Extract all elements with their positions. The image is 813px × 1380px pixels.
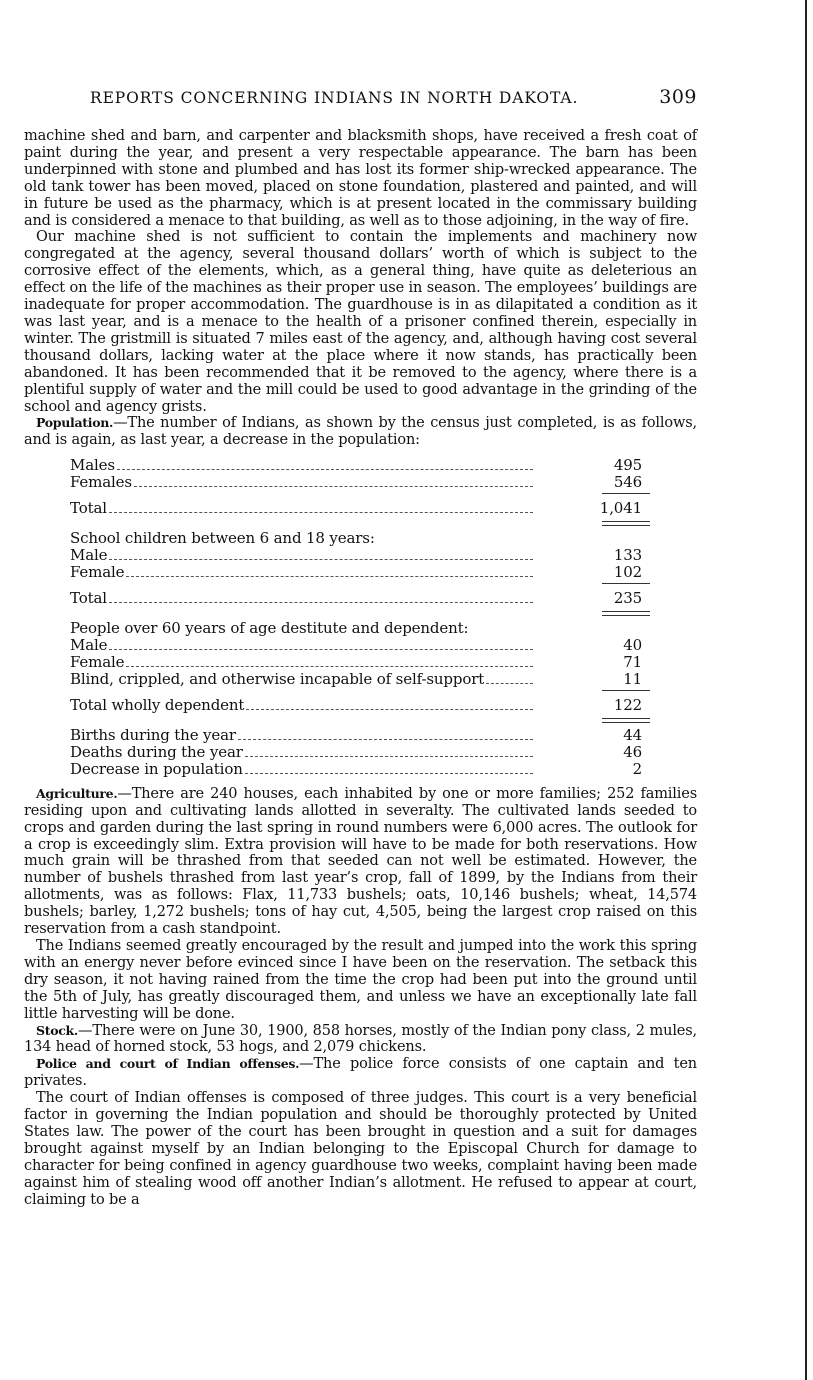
- table-row: [70, 457, 670, 474]
- stock-text: —There were on June 30, 1900, 858 horses, mostly of the Indian pony class, 2 mules, 134 head of horned stock, 53 hogs, and 2,079 chickens.: [24, 1022, 697, 1056]
- row-value: 71: [623, 653, 642, 672]
- row-label: Blind, crippled, and otherwise incapable of self-support: [70, 669, 485, 688]
- table-row-total: [70, 688, 670, 727]
- table-subheading-row: [70, 530, 670, 547]
- paragraph-stock: [24, 1023, 697, 1057]
- elderly-heading: People over 60 years of age destitute and dependent:: [70, 619, 469, 638]
- row-value: 44: [623, 726, 642, 745]
- row-label: Female: [70, 563, 125, 582]
- row-value: 102: [613, 563, 642, 582]
- row-value: 122: [545, 688, 670, 727]
- table-row: [70, 474, 670, 491]
- row-value: 1,041: [545, 491, 670, 530]
- school-children-heading: School children between 6 and 18 years:: [70, 529, 375, 548]
- table-row-total: [70, 491, 670, 530]
- population-heading: Population.: [36, 415, 114, 431]
- police-heading: Police and court of Indian offenses.: [36, 1056, 300, 1072]
- page-edge-rule: [805, 0, 807, 1380]
- row-value: 2: [632, 760, 642, 779]
- row-label: Decrease in population: [70, 759, 243, 778]
- paragraph-police: [24, 1056, 697, 1090]
- row-label: Males: [70, 456, 115, 475]
- row-value: 46: [623, 743, 642, 762]
- row-label: Births during the year: [70, 725, 236, 744]
- police-text: —The police force consists of one captain and ten privates.: [24, 1056, 697, 1090]
- row-value: 546: [613, 473, 642, 492]
- row-value: 235: [545, 581, 670, 620]
- row-label: Deaths during the year: [70, 742, 243, 761]
- paragraph-buildings: machine shed and barn, and carpenter and blacksmith shops, have received a fresh coat of paint during the year, and present a very respectable appearance. The barn has been underpinned with stone and plumbed and has lost its former ship-wrecked appearance. The old tank tower has been moved, placed on stone foundation, plastered and painted, and will in future be used as the pharmacy, which is at present located in the commissary building and is considered a menace to that building, as well as to those adjoining, in the way of fire.: [24, 128, 697, 229]
- paragraph-agriculture: [24, 786, 697, 938]
- agriculture-heading: Agriculture.: [36, 785, 118, 801]
- table-row: [70, 744, 670, 761]
- agriculture-text: —There are 240 houses, each inhabited by one or more families; 252 families residing upon and cultivating lands allotted in severalty. The cultivated lands seeded to crops and garden during the last spring in round numbers were 6,000 acres. The outlook for a crop is exceedingly slim. Extra provision will have to be made for both reservations. How much grain will be thrashed from that seeded can not well be estimated. However, the number of bushels thrashed from last year’s crop, fall of 1899, by the Indians from their allotments, was as follows: Flax, 11,733 bushels; oats, 10,146 bushels; wheat, 14,574 bushels; barley, 1,272 bushels; tons of hay cut, 4,505, being the largest crop raised on this reservation from a cash standpoint.: [24, 785, 697, 938]
- row-value: 495: [613, 456, 642, 475]
- table-row: [70, 727, 670, 744]
- page-number: 309: [659, 86, 697, 108]
- table-row: [70, 671, 670, 688]
- population-table: [70, 457, 670, 778]
- table-row: [70, 564, 670, 581]
- row-label: Total: [70, 499, 107, 518]
- row-label: Female: [70, 652, 125, 671]
- row-value: 11: [623, 670, 642, 689]
- header-title: REPORTS CONCERNING INDIANS IN NORTH DAKOTA.: [90, 89, 579, 107]
- table-row-total: [70, 581, 670, 620]
- table-row: [70, 654, 670, 671]
- table-row: [70, 637, 670, 654]
- paragraph-population: [24, 415, 697, 449]
- paragraph-encouraged: The Indians seemed greatly encouraged by the result and jumped into the work this spring with an energy never before evinced since I have been on the reservation. The setback this dry season, it not having rained from the time the crop had been put into the ground until the 5th of July, has greatly discouraged them, and unless we have an exceptionally late fall little harvesting will be done.: [24, 937, 697, 1022]
- row-value: 40: [623, 636, 642, 655]
- stock-heading: Stock.: [36, 1022, 78, 1038]
- row-label: Females: [70, 473, 132, 492]
- table-row: [70, 547, 670, 564]
- table-subheading-row: [70, 620, 670, 637]
- paragraph-machine-shed: Our machine shed is not sufficient to contain the implements and machinery now congregated at the agency, several thousand dollars’ worth of which is subject to the corrosive effect of the elements, which, as a general thing, have quite as deleterious an effect on the life of the machines as their proper use in season. The employees’ buildings are inadequate for proper accommodation. The guardhouse is in as dilapitated a condition as it was last year, and is a menace to the health of a prisoner confined therein, especially in winter. The gristmill is situated 7 miles east of the agency, and, although having cost several thousand dollars, lacking water at the place where it now stands, has practically been abandoned. It has been recommended that it be removed to the agency, where there is a plentiful supply of water and the mill could be used to good advantage in the grinding of the school and agency grists.: [24, 229, 697, 415]
- row-label: Male: [70, 546, 108, 565]
- row-value: 133: [613, 546, 642, 565]
- row-label: Total wholly dependent: [70, 695, 245, 714]
- row-label: Male: [70, 635, 108, 654]
- table-row: [70, 761, 670, 778]
- running-header: [24, 86, 697, 108]
- row-label: Total: [70, 589, 107, 608]
- paragraph-court: The court of Indian offenses is composed of three judges. This court is a very beneficial factor in governing the Indian population and should be thoroughly protected by United States law. The power of the court has been brought in question and a suit for damages brought against myself by an Indian belonging to the Episcopal Church for damage to character for being confined in agency guardhouse two weeks, complaint having been made against him of stealing wood off another Indian’s allotment. He refused to appear at court, claiming to be a: [24, 1090, 697, 1208]
- body-text: [24, 128, 697, 1208]
- population-text: —The number of Indians, as shown by the census just completed, is as follows, and is again, as last year, a decrease in the population:: [24, 415, 697, 449]
